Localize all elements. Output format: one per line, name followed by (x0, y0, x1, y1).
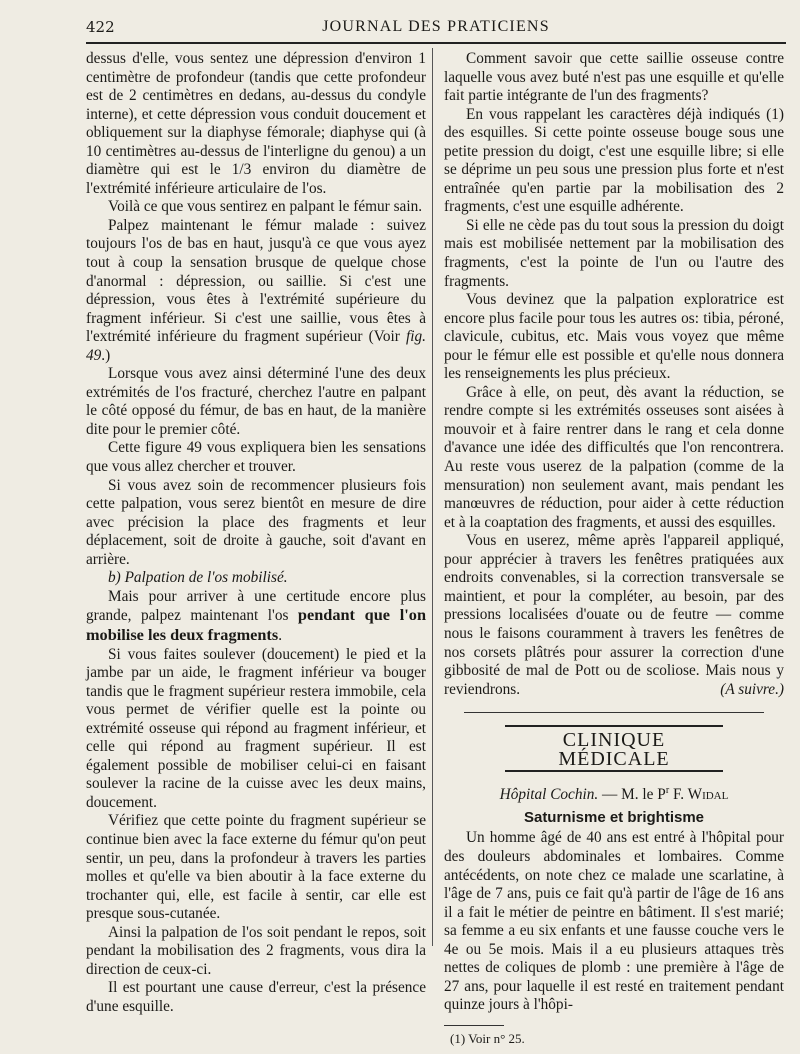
paragraph: Il est pourtant une cause d'erreur, c'est la présence d'une esquille. (86, 979, 426, 1015)
column-divider (432, 48, 433, 946)
footnote: (1) Voir n° 25. (450, 1030, 525, 1046)
byline-superscript: r (665, 785, 670, 797)
paragraph: Lorsque vous avez ainsi déterminé l'une des deux extrémités de l'os fracturé, cherchez l'autre en palpant le côté opposé du fémur, de bas en haut, de la manière dite pour le premier côté. (86, 365, 426, 438)
paragraph: Cette figure 49 vous expliquera bien les sensations que vous allez chercher et trouver. (86, 439, 426, 476)
paragraph: Si vous avez soin de recommencer plusieurs fois cette palpation, vous serez bientôt en mesure de dire avec précision la place des fragments et leur déplacement, soit de droite à gauche, soit d'avant en arrière. (86, 476, 426, 568)
page-number: 422 (86, 18, 115, 36)
paragraph: Un homme âgé de 40 ans est entré à l'hôpital pour des douleurs abdominales et lombaires. Comme antécédents, on note chez ce malade une scarlatine, à l'âge de 7 ans, puis ce fait qu'à partir de l'âge de 16 ans il a fait le métier de peintre en bâtiment. Il s'est marié; sa femme a eu six enfants et une fausse couche vers le 4e ou 5e mois. Mais il a eu plusieurs attaques très nettes de coliques de plomb : une première à l'âge de 27 ans, pour laquelle il est resté en traitement pendant quinze jours à l'hôpi- (444, 829, 784, 1014)
article-title: Saturnisme et brightisme (523, 808, 705, 826)
paragraph (86, 217, 426, 365)
paragraph: Si vous faites soulever (doucement) le pied et la jambe par un aide, le fragment inférieur va bouger tandis que le fragment supérieur restera immobile, cela vous permet de vérifier quelle est la pointe ou extrémité osseuse qui répond au fragment inférieur, et celle qui répond au fragment supérieur. Il est également possible de mobiliser celui-ci en faisant soulever la racine de la cuisse avec les deux mains, doucement. (86, 645, 426, 811)
paragraph-text: Palpez maintenant le fémur malade : suivez toujours l'os de bas en haut, jusqu'à ce que vous ayez tout à coup la sensation brusque de quelque chose d'anormal : dépression, ou saillie. Si c'est une dépression, vous êtes à l'extrémité supérieure du fragment inférieur. Si c'est une saillie, vous êtes à l'extrémité inférieure du fragment supérieur (Voir (86, 216, 426, 346)
paragraph: Vérifiez que cette pointe du fragment supérieur se continue bien avec la face externe du fémur qu'on peut sentir, un peu, dans la profondeur à travers les parties molles et qu'elle va bien aboutir à la face externe du trochanter qui, elle, est facile à sentir, car elle est presque sous-cutanée. (86, 812, 426, 923)
paragraph-text: .) (101, 346, 111, 364)
byline-text: — M. le P (598, 786, 666, 804)
subheading: b) Palpation de l'os mobilisé. (108, 569, 288, 587)
paragraph: Si elle ne cède pas du tout sous la pression du doigt mais est mobilisée nettement par la mobilisation des fragments, c'est la pointe de l'un ou l'autre des fragments. (444, 216, 784, 290)
paragraph: En vous rappelant les caractères déjà indiqués (1) des esquilles. Si cette pointe osseuse bouge sous une petite pression du doigt, c'est une esquille libre; si elle se déprime un peu sous une pression plus forte et n'est entraînée qu'en partie par la mobilisation des 2 fragments, c'est une esquille adhérente. (444, 105, 784, 216)
paragraph-text: . (278, 626, 283, 644)
paragraph: dessus d'elle, vous sentez une dépression d'environ 1 centimètre de profondeur (tandis que cette profondeur est de 2 centimètres en dedans, au-dessus du condyle interne), et cette dépression vous conduit doucement et obliquement sur la diaphyse fémorale; diaphyse qui (à 10 centimètres au-dessus de l'interligne du genou) a un diamètre qui est le 1/3 environ du diamètre de l'extrémité inférieure articulaire de l'os. (86, 50, 426, 197)
header-rule (86, 42, 786, 44)
professor-name: F. Widal (669, 786, 729, 804)
hospital-place: Hôpital Cochin. (499, 786, 599, 804)
paragraph-text: Vous en userez, même après l'appareil appliqué, pour apprécier à travers les fenêtres pratiquées aux endroits convenables, si la correction transversale se maintient, et pour la compléter, au besoin, par des pressions localisées d'ouate ou de feutre — comme nous le faisons couramment à travers les fenêtres de nos corsets plâtrés pour assurer la correction d'une gibbosité de mal de Pott ou de scoliose. Mais nous y reviendrons. (444, 532, 784, 698)
journal-title: JOURNAL DES PRATICIENS (322, 18, 550, 35)
paragraph: Comment savoir que cette saillie osseuse contre laquelle vous avez buté n'est pas une esquille et qu'elle fait partie intégrante de l'un des fragments? (444, 50, 784, 105)
paragraph: Ainsi la palpation de l'os soit pendant le repos, soit pendant la mobilisation des 2 fragments, vous dira la direction de ceux-ci. (86, 923, 426, 978)
section-rule (464, 712, 764, 713)
footnote-rule (444, 1025, 504, 1026)
paragraph: Vous devinez que la palpation exploratrice est encore plus facile pour tous les autres os: tibia, péroné, clavicule, cubitus, etc. Mais vous voyez que même pour le fémur elle est possible et qu'elle nous donnera les renseignements les plus précieux. (444, 291, 784, 383)
paragraph: Grâce à elle, on peut, dès avant la réduction, se rendre compte si les extrémités osseuses sont aisées à mouvoir et à faire rentrer dans le rang et cela donne d'avance une idée des difficultés que l'on rencontrera. Au reste vous userez de la palpation (comme de la mensuration) non seulement avant, mais pendant les manœuvres de réduction, pour aider à cette réduction et à la coaptation des fragments, et aussi des esquilles. (444, 383, 784, 531)
page-header (86, 14, 786, 42)
bold-emphasis: pendant que l'on mobilise les deux fragments (86, 605, 426, 644)
paragraph-text: Mais pour arriver à une certitude encore plus grande, palpez maintenant l'os (86, 587, 426, 625)
left-column (86, 50, 426, 1016)
paragraph: Voilà ce que vous sentirez en palpant le fémur sain. (108, 198, 423, 216)
paragraph (444, 532, 784, 699)
right-column (444, 50, 784, 1048)
figure-reference: fig. 49 (86, 328, 426, 364)
hospital-byline (444, 782, 784, 805)
section-title: CLINIQUE MÉDICALE (505, 725, 723, 772)
paragraph (86, 588, 426, 646)
continued-note: (A suivre.) (720, 680, 784, 698)
